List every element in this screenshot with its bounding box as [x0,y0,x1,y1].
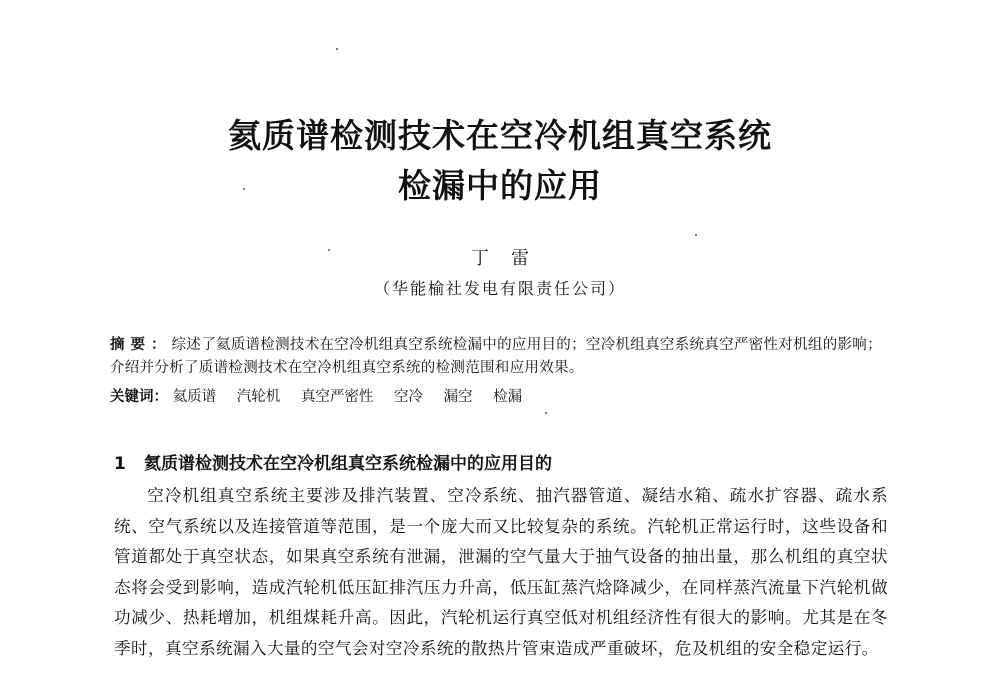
keyword: 空冷 [393,389,423,405]
author-name: 丁雷 [471,248,551,269]
scan-speck [695,234,697,236]
abstract-text: 综述了氦质谱检测技术在空冷机组真空系统检漏中的应用目的；空冷机组真空系统真空严密性对机组的影响；介绍并分析了质谱检测技术在空冷机组真空系统的检测范围和应用效果。 [110,337,882,376]
section-1-heading [114,449,552,474]
keywords [110,386,890,409]
scan-speck [545,412,547,414]
section-1-paragraph: 空冷机组真空系统主要涉及排汽装置、空冷系统、抽汽器管道、凝结水箱、疏水扩容器、疏水系统、空气系统以及连接管道等范围，是一个庞大而又比较复杂的系统。汽轮机正常运行时，这些设备和管道都处于真空状态，如果真空系统有泄漏，泄漏的空气量大于抽气设备的抽出量，那么机组的真空状态将会受到影响，造成汽轮机低压缸排汽压力升高，低压缸蒸汽焓降减少，在同样蒸汽流量下汽轮机做功减少、热耗增加，机组煤耗升高。因此，汽轮机运行真空低对机组经济性有很大的影响。尤其是在冬季时，真空系统漏入大量的空气会对空冷系统的散热片管束造成严重破坏，危及机组的安全稳定运行。 [114,486,888,658]
keyword: 汽轮机 [236,389,281,405]
keyword: 漏空 [443,389,473,405]
scan-speck [336,48,338,50]
keyword: 真空严密性 [300,389,374,405]
section-1-title: 氦质谱检测技术在空冷机组真空系统检漏中的应用目的 [144,454,552,474]
keywords-label: 关键词： [110,389,168,405]
keyword: 检漏 [493,389,523,405]
author-affiliation: （华能榆社发电有限责任公司） [373,279,626,298]
scan-speck [328,249,330,251]
scan-speck [243,188,245,190]
keyword: 氦质谱 [172,389,217,405]
abstract [110,334,890,380]
paper-title-line-2: 检漏中的应用 [398,166,602,205]
section-1-number: 1 [114,454,126,474]
paper-title-line-1: 氦质谱检测技术在空冷机组真空系统 [228,116,772,155]
abstract-label: 摘要： [110,337,172,353]
